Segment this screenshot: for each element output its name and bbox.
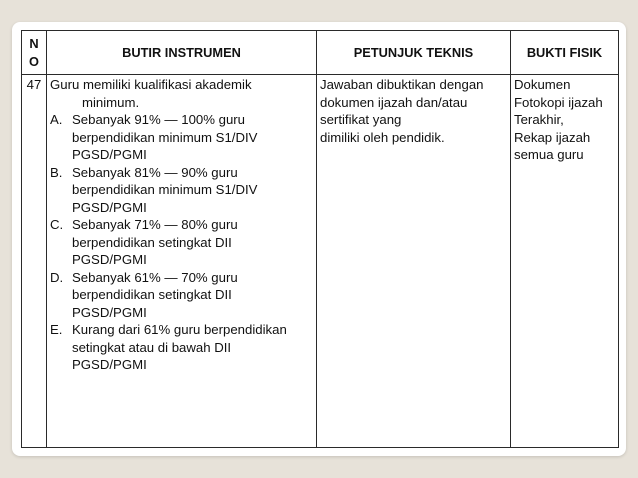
option-marker: B. xyxy=(50,164,63,180)
slide-card xyxy=(12,22,626,456)
option-line: PGSD/PGMI xyxy=(72,252,147,267)
option-item xyxy=(50,321,313,374)
option-item xyxy=(50,164,313,217)
header-petunjuk-teknis: PETUNJUK TEKNIS xyxy=(317,31,511,75)
butir-cell xyxy=(47,75,317,448)
option-marker: C. xyxy=(50,217,64,232)
header-bukti-fisik: BUKTI FISIK xyxy=(511,31,619,75)
bukti-line: Dokumen xyxy=(514,77,571,92)
petunjuk-line: sertifikat yang xyxy=(320,112,402,127)
option-line: Sebanyak 81% — 90% guru xyxy=(72,164,238,180)
option-marker: E. xyxy=(50,322,63,337)
bukti-line: Rekap ijazah xyxy=(514,129,591,145)
option-line: berpendidikan minimum S1/DIV xyxy=(72,129,258,145)
header-butir-instrumen: BUTIR INSTRUMEN xyxy=(47,31,317,75)
option-line: PGSD/PGMI xyxy=(72,357,147,372)
petunjuk-line: dokumen ijazah dan/atau xyxy=(320,94,468,110)
option-marker: A. xyxy=(50,112,63,127)
bukti-line: Terakhir, xyxy=(514,112,564,127)
row-number: 47 xyxy=(22,75,47,448)
header-row xyxy=(22,31,619,75)
options-list xyxy=(50,111,313,374)
intro-line-2: minimum. xyxy=(82,94,140,110)
option-line: PGSD/PGMI xyxy=(72,304,147,320)
option-item xyxy=(50,216,313,269)
instrument-table xyxy=(21,30,619,448)
option-line: Sebanyak 91% — 100% guru xyxy=(72,112,246,127)
header-no-line2: O xyxy=(29,53,39,69)
option-line: berpendidikan setingkat DII xyxy=(72,234,232,250)
option-line: berpendidikan setingkat DII xyxy=(72,287,232,302)
option-line: PGSD/PGMI xyxy=(72,147,147,162)
option-line: Kurang dari 61% guru berpendidikan xyxy=(72,322,287,337)
option-line: Sebanyak 71% — 80% guru xyxy=(72,217,238,232)
petunjuk-line: dimiliki oleh pendidik. xyxy=(320,129,445,145)
bukti-line: semua guru xyxy=(514,147,584,162)
option-line: berpendidikan minimum S1/DIV xyxy=(72,182,258,197)
header-no xyxy=(22,31,47,75)
intro-line-1: Guru memiliki kualifikasi akademik xyxy=(50,77,252,92)
header-no-line1: N xyxy=(29,36,39,51)
option-line: Sebanyak 61% — 70% guru xyxy=(72,269,238,285)
option-item xyxy=(50,269,313,322)
option-line: setingkat atau di bawah DII xyxy=(72,339,232,355)
bukti-cell xyxy=(511,75,619,448)
petunjuk-line: Jawaban dibuktikan dengan xyxy=(320,77,484,92)
option-item xyxy=(50,111,313,164)
option-marker: D. xyxy=(50,269,64,285)
table-row xyxy=(22,75,619,448)
petunjuk-cell xyxy=(317,75,511,448)
option-line: PGSD/PGMI xyxy=(72,199,147,215)
bukti-line: Fotokopi ijazah xyxy=(514,94,603,110)
